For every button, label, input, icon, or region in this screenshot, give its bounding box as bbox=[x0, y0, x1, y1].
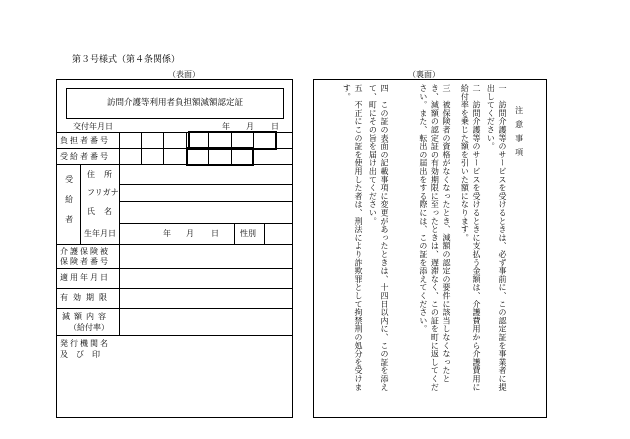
payer-number-label: 負担者番号 bbox=[60, 136, 110, 145]
issuer-label-line1: 発行機関名 bbox=[60, 339, 110, 348]
reduction-label: 減額内容 bbox=[62, 312, 110, 321]
col-line bbox=[80, 164, 81, 244]
notes-title: 注意事項 bbox=[514, 106, 524, 162]
note-1: 一 訪問介護等のサービスを受けるときは、必ず事前に、この認定証を事業者に提出してください。 bbox=[486, 84, 507, 392]
note-5: 五 不正にこの証を使用した者は、刑法により詐欺罪として拘禁刑の処分を受けます。 bbox=[342, 84, 363, 392]
applicable-date-label: 適用年月日 bbox=[60, 273, 110, 282]
issuer-label-line2: 及び印 bbox=[60, 350, 108, 359]
row-line bbox=[56, 244, 293, 245]
notes-area bbox=[313, 84, 547, 414]
row-line bbox=[56, 335, 293, 336]
note-4: 四 この証の表面の記載事項に変更があったときは、十四日以内に、この証を添えて、町にその旨を届け出てください。 bbox=[368, 84, 389, 392]
issue-day-unit: 日 bbox=[271, 122, 279, 131]
cell-line bbox=[234, 223, 235, 244]
valid-period-label: 有効期限 bbox=[60, 293, 112, 302]
front-heading: （表面） bbox=[168, 70, 200, 79]
row-line bbox=[56, 288, 293, 289]
recipient-group-label: 受給者 bbox=[64, 175, 74, 235]
birth-year-unit: 年 bbox=[163, 229, 171, 238]
row-line bbox=[119, 223, 293, 224]
note-2: 二 訪問介護等のサービスを受けるときに支払う金額は、介護費用から介護費用に給付率を乗じた額を引いた額になります。 bbox=[460, 84, 481, 392]
recipient-number-highlight bbox=[186, 147, 254, 166]
birth-month-unit: 月 bbox=[186, 229, 194, 238]
cell-line bbox=[141, 132, 142, 148]
cell-line bbox=[163, 148, 164, 164]
recipient-number-label: 受給者番号 bbox=[60, 152, 110, 161]
address-label: 住所 bbox=[87, 170, 121, 179]
cell-line bbox=[264, 223, 265, 244]
birth-day-unit: 日 bbox=[211, 229, 219, 238]
insured-label-line2: 保険者番号 bbox=[60, 257, 110, 266]
issue-year-unit: 年 bbox=[222, 122, 230, 131]
row-line bbox=[56, 308, 293, 309]
cell-line bbox=[186, 132, 187, 148]
issue-date-label: 交付年月日 bbox=[73, 122, 113, 131]
row-line bbox=[119, 184, 293, 185]
row-line bbox=[56, 164, 293, 165]
note-3: 三 被保険者の資格がなくなったとき、減額の認定の要件に該当しなくなったとき、減額の認定証の有効期限に至ったときは、遅滞なく、この証を町に返してください。また、転出の届出をする際には、この証を添えてください。 bbox=[418, 84, 451, 392]
reduction-sub-label: （給付率） bbox=[69, 323, 109, 332]
cell-line bbox=[141, 148, 142, 164]
row-line bbox=[56, 268, 293, 269]
sex-label: 性別 bbox=[240, 229, 256, 238]
name-label: 氏名 bbox=[87, 207, 121, 216]
issue-month-unit: 月 bbox=[246, 122, 254, 131]
furigana-label: フリガナ bbox=[87, 188, 119, 197]
birthdate-label: 生年月日 bbox=[84, 229, 116, 238]
row-line bbox=[119, 201, 293, 202]
insured-label-line1: 介護保険被 bbox=[60, 247, 110, 256]
page-title: 訪問介護等利用者負担額減額認定証 bbox=[106, 98, 243, 108]
cell-line bbox=[163, 132, 164, 148]
back-heading: （裏面） bbox=[408, 70, 440, 79]
form-label: 第３号様式（第４条関係） bbox=[72, 55, 181, 65]
col-line bbox=[119, 132, 120, 335]
